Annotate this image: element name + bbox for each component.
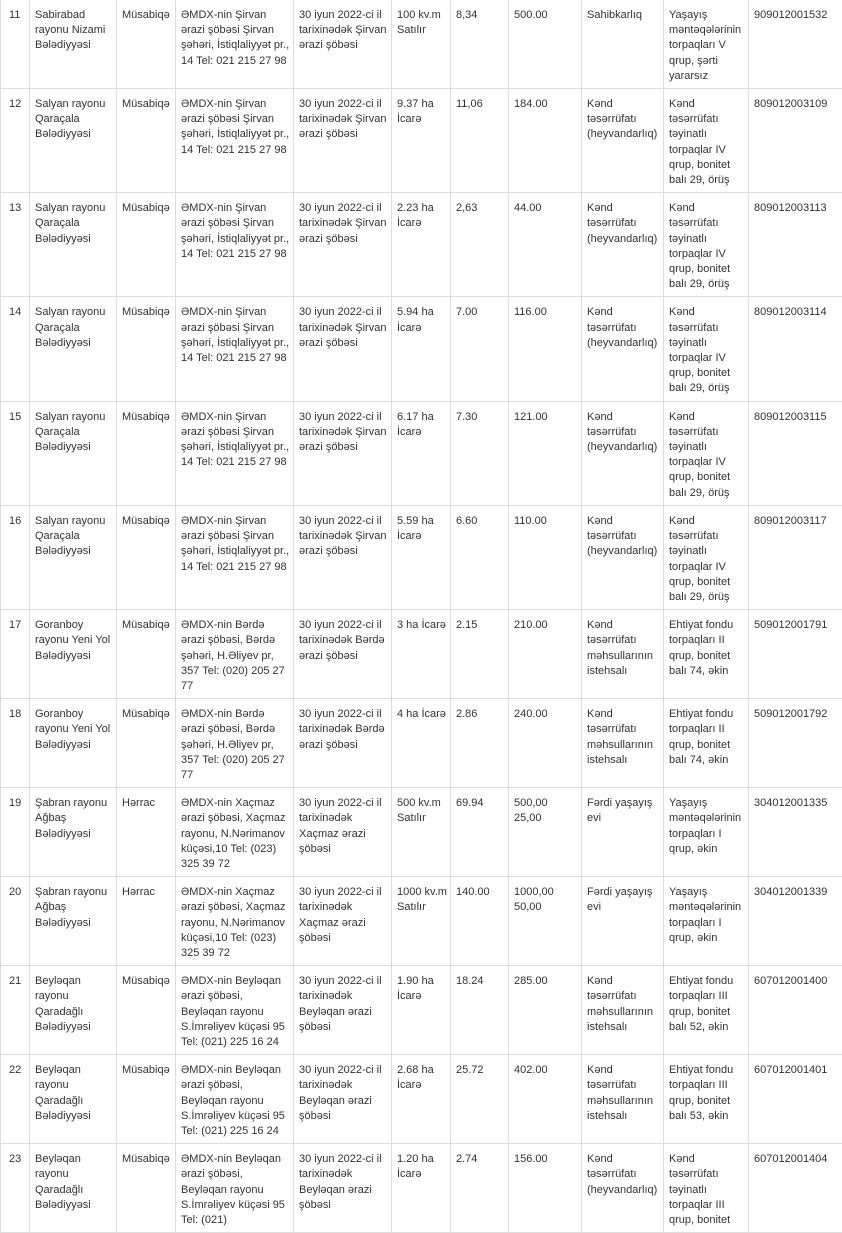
table-row (1, 89, 842, 193)
area-cell: 4 ha İcarə (392, 699, 451, 788)
row-number: 23 (1, 1144, 30, 1233)
purpose-cell: Kənd təsərrüfatı (heyvandarlıq) (582, 1144, 664, 1233)
municipality-cell: Salyan rayonu Qaraçala Bələdiyyəsi (30, 401, 117, 505)
land-category-cell: Ehtiyat fondu torpaqları III qrup, bonitet balı 53, əkin (664, 1055, 749, 1144)
cadastre-code-cell: 607012001401 (749, 1055, 842, 1144)
office-contact-cell: ƏMDX-nin Şirvan ərazi şöbəsi Şirvan şəhəri, İstiqlaliyyət pr., 14 Tel: 021 215 27 98 (176, 401, 294, 505)
starting-price-cell: 156.00 (509, 1144, 582, 1233)
row-number: 18 (1, 699, 30, 788)
sale-type-cell: Müsabiqə (117, 966, 176, 1055)
municipality-cell: Salyan rayonu Qaraçala Bələdiyyəsi (30, 193, 117, 297)
cadastre-code-cell: 809012003114 (749, 297, 842, 401)
deadline-cell: 30 iyun 2022-ci il tarixinədək Şirvan ərazi şöbəsi (294, 297, 392, 401)
land-category-cell: Kənd təsərrüfatı təyinatlı torpaqlar III qrup, bonitet (664, 1144, 749, 1233)
deadline-cell: 30 iyun 2022-ci il tarixinədək Şirvan ərazi şöbəsi (294, 0, 392, 89)
row-number: 16 (1, 505, 30, 609)
starting-price-cell: 210.00 (509, 610, 582, 699)
municipality-cell: Beyləqan rayonu Qaradağlı Bələdiyyəsi (30, 1055, 117, 1144)
normative-price-cell: 140.00 (451, 877, 509, 966)
deadline-cell: 30 iyun 2022-ci il tarixinədək Beyləqan ərazi şöbəsi (294, 966, 392, 1055)
starting-price-cell: 500.00 (509, 0, 582, 89)
office-contact-cell: ƏMDX-nin Bərdə ərazi şöbəsi, Bərdə şəhəri, H.Əliyev pr, 357 Tel: (020) 205 27 77 (176, 699, 294, 788)
table-row (1, 1055, 842, 1144)
purpose-cell: Fərdi yaşayış evi (582, 788, 664, 877)
table-row (1, 0, 842, 89)
table-row (1, 401, 842, 505)
normative-price-cell: 7.30 (451, 401, 509, 505)
purpose-cell: Kənd təsərrüfatı məhsullarının istehsalı (582, 1055, 664, 1144)
normative-price-cell: 18.24 (451, 966, 509, 1055)
purpose-cell: Fərdi yaşayış evi (582, 877, 664, 966)
row-number: 21 (1, 966, 30, 1055)
land-category-cell: Yaşayış məntəqələrinin torpaqları I qrup, əkin (664, 877, 749, 966)
area-cell: 1000 kv.m Satılır (392, 877, 451, 966)
land-category-cell: Yaşayış məntəqələrinin torpaqları I qrup, əkin (664, 788, 749, 877)
land-category-cell: Kənd təsərrüfatı təyinatlı torpaqlar IV qrup, bonitet balı 29, örüş (664, 89, 749, 193)
table-row (1, 877, 842, 966)
land-category-cell: Kənd təsərrüfatı təyinatlı torpaqlar IV qrup, bonitet balı 29, örüş (664, 505, 749, 609)
row-number: 15 (1, 401, 30, 505)
cadastre-code-cell: 607012001400 (749, 966, 842, 1055)
starting-price-cell: 116.00 (509, 297, 582, 401)
starting-price-cell: 285.00 (509, 966, 582, 1055)
office-contact-cell: ƏMDX-nin Şirvan ərazi şöbəsi Şirvan şəhəri, İstiqlaliyyət pr., 14 Tel: 021 215 27 98 (176, 0, 294, 89)
sale-type-cell: Hərrac (117, 877, 176, 966)
land-category-cell: Kənd təsərrüfatı təyinatlı torpaqlar IV qrup, bonitet balı 29, örüş (664, 401, 749, 505)
purpose-cell: Kənd təsərrüfatı məhsullarının istehsalı (582, 699, 664, 788)
cadastre-code-cell: 809012003115 (749, 401, 842, 505)
normative-price-cell: 2.86 (451, 699, 509, 788)
office-contact-cell: ƏMDX-nin Beyləqan ərazi şöbəsi, Beyləqan rayonu S.İmrəliyev küçəsi 95 Tel: (021) (176, 1144, 294, 1233)
cadastre-code-cell: 304012001339 (749, 877, 842, 966)
area-cell: 1.90 ha İcarə (392, 966, 451, 1055)
land-category-cell: Ehtiyat fondu torpaqları II qrup, bonitet balı 74, əkin (664, 699, 749, 788)
deadline-cell: 30 iyun 2022-ci il tarixinədək Bərdə ərazi şöbəsi (294, 610, 392, 699)
sale-type-cell: Müsabiqə (117, 699, 176, 788)
table-row (1, 699, 842, 788)
area-cell: 1.20 ha İcarə (392, 1144, 451, 1233)
cadastre-code-cell: 809012003113 (749, 193, 842, 297)
purpose-cell: Kənd təsərrüfatı məhsullarının istehsalı (582, 610, 664, 699)
row-number: 20 (1, 877, 30, 966)
table-row (1, 788, 842, 877)
purpose-cell: Kənd təsərrüfatı məhsullarının istehsalı (582, 966, 664, 1055)
area-cell: 5.94 ha İcarə (392, 297, 451, 401)
municipality-cell: Şabran rayonu Ağbaş Bələdiyyəsi (30, 788, 117, 877)
sale-type-cell: Müsabiqə (117, 1144, 176, 1233)
row-number: 13 (1, 193, 30, 297)
normative-price-cell: 69.94 (451, 788, 509, 877)
office-contact-cell: ƏMDX-nin Bərdə ərazi şöbəsi, Bərdə şəhəri, H.Əliyev pr, 357 Tel: (020) 205 27 77 (176, 610, 294, 699)
deadline-cell: 30 iyun 2022-ci il tarixinədək Şirvan ərazi şöbəsi (294, 193, 392, 297)
sale-type-cell: Müsabiqə (117, 89, 176, 193)
row-number: 11 (1, 0, 30, 89)
deadline-cell: 30 iyun 2022-ci il tarixinədək Şirvan ərazi şöbəsi (294, 89, 392, 193)
municipality-cell: Salyan rayonu Qaraçala Bələdiyyəsi (30, 505, 117, 609)
deadline-cell: 30 iyun 2022-ci il tarixinədək Xaçmaz ərazi şöbəsi (294, 788, 392, 877)
purpose-cell: Kənd təsərrüfatı (heyvandarlıq) (582, 401, 664, 505)
normative-price-cell: 2,63 (451, 193, 509, 297)
purpose-cell: Sahibkarlıq (582, 0, 664, 89)
row-number: 17 (1, 610, 30, 699)
starting-price-cell: 110.00 (509, 505, 582, 609)
sale-type-cell: Müsabiqə (117, 401, 176, 505)
deadline-cell: 30 iyun 2022-ci il tarixinədək Şirvan ərazi şöbəsi (294, 401, 392, 505)
normative-price-cell: 2.15 (451, 610, 509, 699)
starting-price-cell: 184.00 (509, 89, 582, 193)
land-category-cell: Kənd təsərrüfatı təyinatlı torpaqlar IV qrup, bonitet balı 29, örüş (664, 297, 749, 401)
municipality-cell: Şabran rayonu Ağbaş Bələdiyyəsi (30, 877, 117, 966)
municipality-cell: Salyan rayonu Qaraçala Bələdiyyəsi (30, 297, 117, 401)
purpose-cell: Kənd təsərrüfatı (heyvandarlıq) (582, 193, 664, 297)
office-contact-cell: ƏMDX-nin Şirvan ərazi şöbəsi Şirvan şəhəri, İstiqlaliyyət pr., 14 Tel: 021 215 27 98 (176, 297, 294, 401)
table-row (1, 193, 842, 297)
area-cell: 6.17 ha İcarə (392, 401, 451, 505)
municipality-cell: Beyləqan rayonu Qaradağlı Bələdiyyəsi (30, 966, 117, 1055)
starting-price-cell: 44.00 (509, 193, 582, 297)
sale-type-cell: Müsabiqə (117, 0, 176, 89)
normative-price-cell: 7.00 (451, 297, 509, 401)
deadline-cell: 30 iyun 2022-ci il tarixinədək Beyləqan ərazi şöbəsi (294, 1055, 392, 1144)
cadastre-code-cell: 509012001791 (749, 610, 842, 699)
table-row (1, 505, 842, 609)
area-cell: 2.23 ha İcarə (392, 193, 451, 297)
starting-price-cell: 240.00 (509, 699, 582, 788)
office-contact-cell: ƏMDX-nin Şirvan ərazi şöbəsi Şirvan şəhəri, İstiqlaliyyət pr., 14 Tel: 021 215 27 98 (176, 89, 294, 193)
office-contact-cell: ƏMDX-nin Xaçmaz ərazi şöbəsi, Xaçmaz rayonu, N.Nərimanov küçəsi,10 Tel: (023) 325 39 72 (176, 877, 294, 966)
purpose-cell: Kənd təsərrüfatı (heyvandarlıq) (582, 89, 664, 193)
municipality-cell: Goranboy rayonu Yeni Yol Bələdiyyəsi (30, 699, 117, 788)
office-contact-cell: ƏMDX-nin Xaçmaz ərazi şöbəsi, Xaçmaz rayonu, N.Nərimanov küçəsi,10 Tel: (023) 325 39 72 (176, 788, 294, 877)
area-cell: 2.68 ha İcarə (392, 1055, 451, 1144)
starting-price-cell: 500,00 25,00 (509, 788, 582, 877)
sale-type-cell: Müsabiqə (117, 193, 176, 297)
normative-price-cell: 2.74 (451, 1144, 509, 1233)
cadastre-code-cell: 809012003109 (749, 89, 842, 193)
table-row (1, 1144, 842, 1233)
office-contact-cell: ƏMDX-nin Beyləqan ərazi şöbəsi, Beyləqan rayonu S.İmrəliyev küçəsi 95 Tel: (021) 225 16 24 (176, 1055, 294, 1144)
sale-type-cell: Müsabiqə (117, 297, 176, 401)
land-category-cell: Kənd təsərrüfatı təyinatlı torpaqlar IV qrup, bonitet balı 29, örüş (664, 193, 749, 297)
office-contact-cell: ƏMDX-nin Beyləqan ərazi şöbəsi, Beyləqan rayonu S.İmrəliyev küçəsi 95 Tel: (021) 225 16 24 (176, 966, 294, 1055)
cadastre-code-cell: 607012001404 (749, 1144, 842, 1233)
normative-price-cell: 6.60 (451, 505, 509, 609)
normative-price-cell: 8,34 (451, 0, 509, 89)
area-cell: 500 kv.m Satılır (392, 788, 451, 877)
sale-type-cell: Müsabiqə (117, 505, 176, 609)
table-row (1, 610, 842, 699)
cadastre-code-cell: 304012001335 (749, 788, 842, 877)
row-number: 19 (1, 788, 30, 877)
area-cell: 100 kv.m Satılır (392, 0, 451, 89)
municipality-cell: Sabirabad rayonu Nizami Bələdiyyəsi (30, 0, 117, 89)
starting-price-cell: 121.00 (509, 401, 582, 505)
deadline-cell: 30 iyun 2022-ci il tarixinədək Bərdə ərazi şöbəsi (294, 699, 392, 788)
purpose-cell: Kənd təsərrüfatı (heyvandarlıq) (582, 297, 664, 401)
table-row (1, 966, 842, 1055)
table-row (1, 297, 842, 401)
starting-price-cell: 1000,00 50,00 (509, 877, 582, 966)
land-category-cell: Yaşayış məntəqələrinin torpaqları V qrup, şərti yararsız (664, 0, 749, 89)
cadastre-code-cell: 809012003117 (749, 505, 842, 609)
deadline-cell: 30 iyun 2022-ci il tarixinədək Beyləqan ərazi şöbəsi (294, 1144, 392, 1233)
purpose-cell: Kənd təsərrüfatı (heyvandarlıq) (582, 505, 664, 609)
normative-price-cell: 11,06 (451, 89, 509, 193)
area-cell: 9.37 ha İcarə (392, 89, 451, 193)
area-cell: 5.59 ha İcarə (392, 505, 451, 609)
area-cell: 3 ha İcarə (392, 610, 451, 699)
row-number: 14 (1, 297, 30, 401)
cadastre-code-cell: 509012001792 (749, 699, 842, 788)
starting-price-cell: 402.00 (509, 1055, 582, 1144)
sale-type-cell: Hərrac (117, 788, 176, 877)
municipality-cell: Salyan rayonu Qaraçala Bələdiyyəsi (30, 89, 117, 193)
office-contact-cell: ƏMDX-nin Şirvan ərazi şöbəsi Şirvan şəhəri, İstiqlaliyyət pr., 14 Tel: 021 215 27 98 (176, 193, 294, 297)
municipality-cell: Beyləqan rayonu Qaradağlı Bələdiyyəsi (30, 1144, 117, 1233)
deadline-cell: 30 iyun 2022-ci il tarixinədək Şirvan ərazi şöbəsi (294, 505, 392, 609)
row-number: 22 (1, 1055, 30, 1144)
sale-type-cell: Müsabiqə (117, 1055, 176, 1144)
municipality-cell: Goranboy rayonu Yeni Yol Bələdiyyəsi (30, 610, 117, 699)
office-contact-cell: ƏMDX-nin Şirvan ərazi şöbəsi Şirvan şəhəri, İstiqlaliyyət pr., 14 Tel: 021 215 27 98 (176, 505, 294, 609)
sale-type-cell: Müsabiqə (117, 610, 176, 699)
deadline-cell: 30 iyun 2022-ci il tarixinədək Xaçmaz ərazi şöbəsi (294, 877, 392, 966)
land-category-cell: Ehtiyat fondu torpaqları II qrup, bonitet balı 74, əkin (664, 610, 749, 699)
land-category-cell: Ehtiyat fondu torpaqları III qrup, bonitet balı 52, əkin (664, 966, 749, 1055)
cadastre-code-cell: 909012001532 (749, 0, 842, 89)
table-body (1, 0, 842, 1233)
row-number: 12 (1, 89, 30, 193)
normative-price-cell: 25.72 (451, 1055, 509, 1144)
